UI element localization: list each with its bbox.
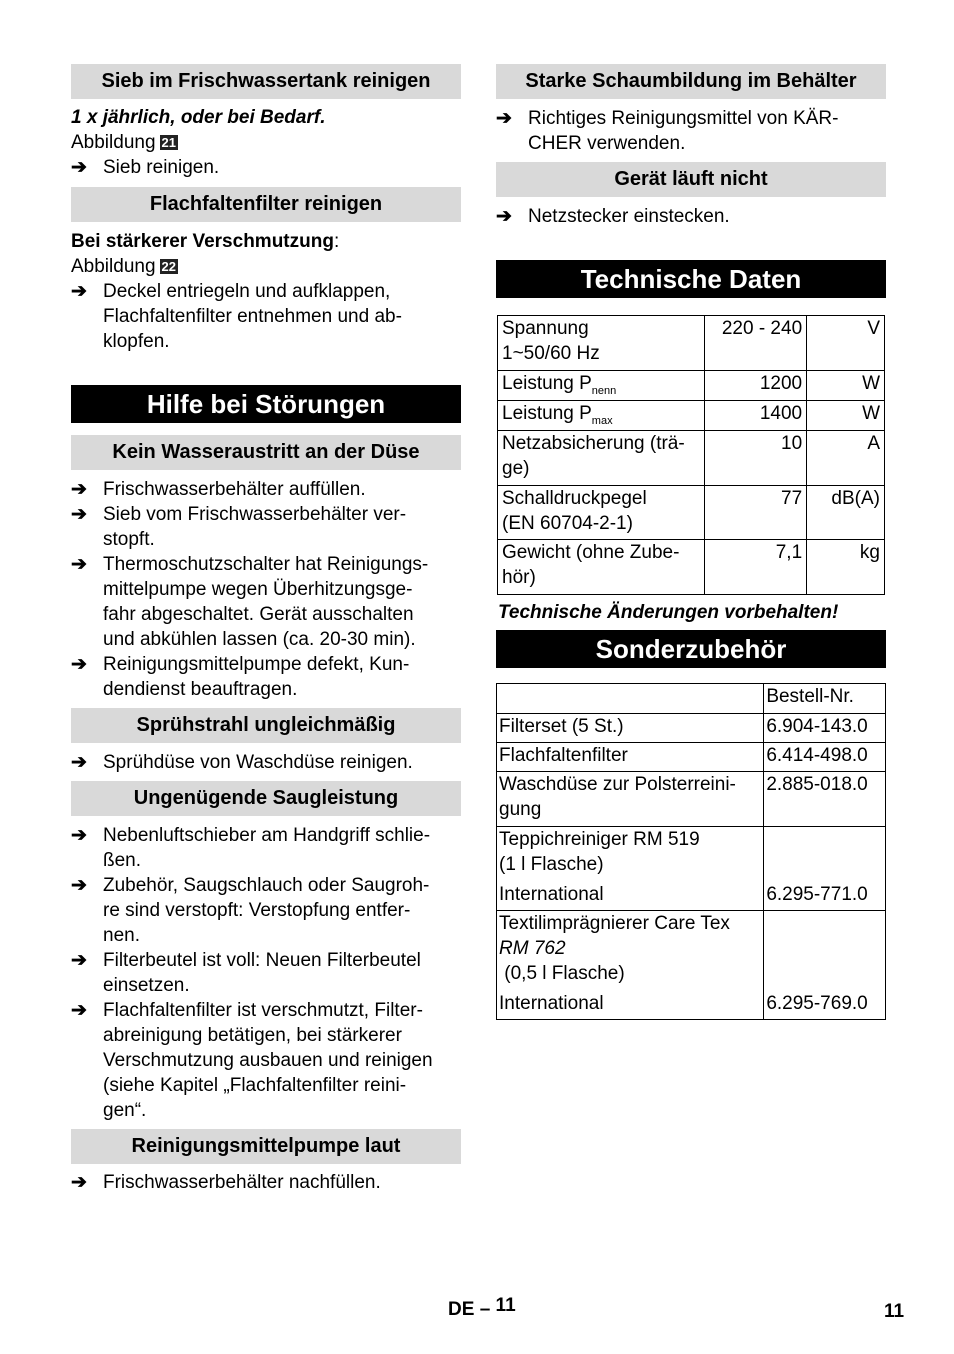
table-row <box>498 431 885 486</box>
arrow-icon: ➔ <box>71 1172 87 1193</box>
arrow-icon: ➔ <box>71 825 87 846</box>
arrow-icon: ➔ <box>71 1000 87 1021</box>
arrow-icon: ➔ <box>71 281 87 302</box>
table-cell-order-number: 6.414-498.0 <box>764 743 886 772</box>
table-cell-order-number: 6.295-771.0 <box>764 827 886 911</box>
footer-page-number: 11 <box>884 1301 905 1322</box>
list-item: ➔ Sieb vom Frischwasserbehälter ver- stopft. <box>71 504 407 550</box>
changes-note: Technische Änderungen vorbehalten! <box>498 602 839 623</box>
table-cell-name: Teppichreiniger RM 519 (1 l Flasche) International <box>497 827 764 911</box>
figure-number: 21 <box>161 135 176 151</box>
table-cell-unit: V <box>807 316 885 371</box>
table-cell-value: 1200 <box>704 371 807 401</box>
list-item: ➔ Reinigungsmittelpumpe defekt, Kun- dendienst beauftragen. <box>71 654 410 700</box>
arrow-icon: ➔ <box>71 950 87 971</box>
table-cell-label: Leistung $P_{nenn}$ <box>498 371 705 401</box>
list-item: ➔ Thermoschutzschalter hat Reinigungs- mittelpumpe wegen Überhitzungsge- fahr abgeschaltet. Gerät ausschalten und abkühlen lassen (ca. 20-30 min). <box>71 554 429 650</box>
table-cell-name: Filterset (5 St.) <box>497 714 764 743</box>
table-row <box>497 911 886 1020</box>
table-cell-unit: W <box>807 371 885 401</box>
table-cell-empty <box>497 684 764 714</box>
table-cell-value: 77 <box>704 486 807 540</box>
frequency-note: 1 x jährlich, oder bei Bedarf. <box>71 107 326 128</box>
chapter-heading-stoerungen: Hilfe bei Störungen <box>71 385 461 423</box>
table-cell-label: Netzabsicherung (trä- ge) <box>498 431 705 486</box>
arrow-icon: ➔ <box>71 752 87 773</box>
table-row <box>498 486 885 540</box>
list-item: ➔ Richtiges Reinigungsmittel von KÄR- CHER verwenden. <box>496 108 839 154</box>
table-cell-name: Waschdüse zur Polsterreini- gung <box>497 772 764 827</box>
list-item: ➔ Frischwasserbehälter nachfüllen. <box>71 1172 381 1193</box>
arrow-icon: ➔ <box>496 206 512 227</box>
table-cell-unit: W <box>807 401 885 431</box>
list-item: ➔ Nebenluftschieber am Handgriff schlie- ßen. <box>71 825 431 871</box>
list-item: ➔ Deckel entriegeln und aufklappen, Flachfaltenfilter entnehmen und ab- klopfen. <box>71 281 402 352</box>
table-cell-label: Schalldruckpegel (EN 60704-2-1) <box>498 486 705 540</box>
list-item: ➔ Zubehör, Saugschlauch oder Saugroh- re sind verstopft: Verstopfung entfer- nen. <box>71 875 430 946</box>
accessories-table <box>496 683 886 1020</box>
table-cell-name: Textilimprägnierer Care Tex RM 762 (0,5 l Flasche) International <box>497 911 764 1020</box>
table-cell-unit: A <box>807 431 885 486</box>
table-row <box>497 827 886 911</box>
table-row <box>497 772 886 827</box>
list-item: ➔ Netzstecker einstecken. <box>496 206 730 227</box>
table-cell-label: Gewicht (ohne Zube- hör) <box>498 540 705 595</box>
table-cell-value: 220 - 240 <box>704 316 807 371</box>
table-row <box>497 714 886 743</box>
arrow-icon: ➔ <box>71 504 87 525</box>
tech-data-table <box>497 315 885 595</box>
section-heading-saugleistung: Ungenügende Saugleistung <box>71 781 461 816</box>
table-row <box>497 743 886 772</box>
table-row <box>498 401 885 431</box>
table-cell-order-number: 6.904-143.0 <box>764 714 886 743</box>
section-heading-wasseraustritt: Kein Wasseraustritt an der Düse <box>71 435 461 470</box>
arrow-icon: ➔ <box>71 554 87 575</box>
list-item: ➔ Sieb reinigen. <box>71 157 220 178</box>
list-item: ➔ Flachfaltenfilter ist verschmutzt, Filter- abreinigung betätigen, bei stärkerer Verschmutzung ausbauen und reinigen (siehe Kapitel „Flachfaltenfilter reini- gen“. <box>71 1000 433 1121</box>
list-item: ➔ Filterbeutel ist voll: Neuen Filterbeutel einsetzen. <box>71 950 421 996</box>
footer-page-label: DE – 11 <box>448 1295 516 1320</box>
arrow-icon: ➔ <box>71 479 87 500</box>
figure-ref: Abbildung 22 <box>71 256 176 277</box>
arrow-icon: ➔ <box>496 108 512 129</box>
section-heading-geraet-laeuft-nicht: Gerät läuft nicht <box>496 162 886 197</box>
table-cell-unit: kg <box>807 540 885 595</box>
arrow-icon: ➔ <box>71 875 87 896</box>
arrow-icon: ➔ <box>71 654 87 675</box>
table-cell-order-number: 2.885-018.0 <box>764 772 886 827</box>
table-row <box>497 684 886 714</box>
table-cell-label: Spannung 1~50/60 Hz <box>498 316 705 371</box>
table-cell-label: Leistung $P_{max}$ <box>498 401 705 431</box>
table-cell-value: 7,1 <box>704 540 807 595</box>
table-row <box>498 316 885 371</box>
table-cell-value: 10 <box>704 431 807 486</box>
arrow-icon: ➔ <box>71 157 87 178</box>
table-row <box>498 540 885 595</box>
section-heading-sieb: Sieb im Frischwassertank reinigen <box>71 64 461 99</box>
table-row <box>498 371 885 401</box>
list-item: ➔ Sprühdüse von Waschdüse reinigen. <box>71 752 413 773</box>
table-cell-value: 1400 <box>704 401 807 431</box>
table-header-order-number: Bestell-Nr. <box>764 684 886 714</box>
figure-number: 22 <box>161 259 176 275</box>
section-heading-schaumbildung: Starke Schaumbildung im Behälter <box>496 64 886 99</box>
chapter-heading-sonderzubehoer: Sonderzubehör <box>496 630 886 668</box>
table-cell-name: Flachfaltenfilter <box>497 743 764 772</box>
section-heading-flachfaltenfilter: Flachfaltenfilter reinigen <box>71 187 461 222</box>
table-cell-order-number: 6.295-769.0 <box>764 911 886 1020</box>
section-heading-pumpe-laut: Reinigungsmittelpumpe laut <box>71 1129 461 1164</box>
figure-ref: Abbildung 21 <box>71 132 176 153</box>
chapter-heading-technische-daten: Technische Daten <box>496 260 886 298</box>
condition-note: Bei stärkerer Verschmutzung: <box>71 231 340 252</box>
list-item: ➔ Frischwasserbehälter auffüllen. <box>71 479 366 500</box>
section-heading-spruehstrahl: Sprühstrahl ungleichmäßig <box>71 708 461 743</box>
table-cell-unit: dB(A) <box>807 486 885 540</box>
